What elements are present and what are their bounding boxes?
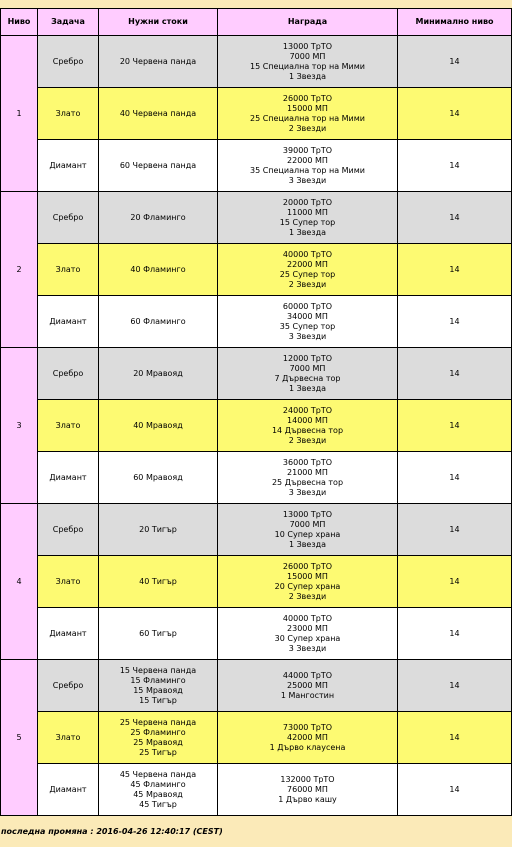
goods-line: 45 Мравояд <box>133 789 183 799</box>
goods-cell <box>99 504 218 556</box>
goods-cell <box>99 244 218 296</box>
goods-line: 15 Червена панда <box>119 665 197 675</box>
reward-line: 1 Дърво кашу <box>278 794 337 804</box>
reward-line: 1 Звезда <box>288 383 327 393</box>
reward-line: 39000 ТрТО <box>282 145 333 155</box>
task-cell: Злато <box>38 244 99 296</box>
reward-cell <box>218 452 398 504</box>
goods-cell <box>99 400 218 452</box>
quest-table <box>0 8 512 816</box>
goods-line: 15 Фламинго <box>130 675 186 685</box>
goods-line: 60 Червена панда <box>119 160 197 170</box>
reward-line: 14 Дървесна тор <box>271 425 344 435</box>
task-cell: Сребро <box>38 348 99 400</box>
reward-line: 35 Специална тор на Мими <box>250 165 365 175</box>
goods-line: 40 Мравояд <box>133 420 183 430</box>
goods-cell <box>99 556 218 608</box>
reward-line: 40000 ТрТО <box>282 613 333 623</box>
reward-line: 44000 ТрТО <box>282 670 333 680</box>
reward-line: 25 Специална тор на Мими <box>250 113 365 123</box>
reward-line: 1 Звезда <box>288 227 327 237</box>
reward-line: 1 Звезда <box>288 71 327 81</box>
min-level-cell: 14 <box>398 192 512 244</box>
table-row <box>1 660 512 712</box>
reward-line: 23000 МП <box>287 623 328 633</box>
reward-line: 7000 МП <box>289 51 326 61</box>
table-body <box>1 36 512 816</box>
min-level-cell: 14 <box>398 244 512 296</box>
last-modified: последна промяна : 2016-04-26 12:40:17 (CEST) <box>1 827 223 836</box>
goods-line: 45 Фламинго <box>130 779 186 789</box>
goods-line: 20 Червена панда <box>119 56 197 66</box>
reward-cell <box>218 36 398 88</box>
reward-cell <box>218 244 398 296</box>
task-cell: Злато <box>38 712 99 764</box>
task-cell: Диамант <box>38 296 99 348</box>
reward-line: 3 Звезди <box>288 487 327 497</box>
reward-line: 3 Звезди <box>288 643 327 653</box>
reward-line: 30 Супер храна <box>274 633 341 643</box>
goods-line: 45 Червена панда <box>119 769 197 779</box>
reward-line: 25 Дървесна тор <box>271 477 344 487</box>
min-level-cell: 14 <box>398 140 512 192</box>
reward-line: 13000 ТрТО <box>282 509 333 519</box>
goods-cell <box>99 296 218 348</box>
min-level-cell: 14 <box>398 348 512 400</box>
goods-line: 25 Мравояд <box>133 737 183 747</box>
goods-line: 40 Фламинго <box>130 264 186 274</box>
min-level-cell: 14 <box>398 712 512 764</box>
reward-cell <box>218 348 398 400</box>
goods-line: 60 Фламинго <box>130 316 186 326</box>
table-row <box>1 712 512 764</box>
level-cell: 5 <box>1 660 38 816</box>
goods-line: 20 Мравояд <box>133 368 183 378</box>
reward-line: 10 Супер храна <box>274 529 341 539</box>
reward-line: 76000 МП <box>287 784 328 794</box>
goods-line: 25 Червена панда <box>119 717 197 727</box>
level-cell: 3 <box>1 348 38 504</box>
min-level-cell: 14 <box>398 36 512 88</box>
reward-line: 1 Дърво клаусена <box>269 742 346 752</box>
reward-line: 3 Звезди <box>288 331 327 341</box>
reward-cell <box>218 192 398 244</box>
goods-cell <box>99 36 218 88</box>
reward-line: 35 Супер тор <box>279 321 336 331</box>
reward-line: 14000 МП <box>287 415 328 425</box>
reward-cell <box>218 504 398 556</box>
goods-line: 15 Тигър <box>139 695 177 705</box>
goods-line: 20 Фламинго <box>130 212 186 222</box>
goods-line: 40 Червена панда <box>119 108 197 118</box>
goods-cell <box>99 452 218 504</box>
min-level-cell: 14 <box>398 296 512 348</box>
reward-cell <box>218 296 398 348</box>
reward-line: 2 Звезди <box>288 123 327 133</box>
header-level: Ниво <box>1 9 38 36</box>
table-row <box>1 400 512 452</box>
reward-line: 20000 ТрТО <box>282 197 333 207</box>
header-reward: Награда <box>218 9 398 36</box>
task-cell: Диамант <box>38 452 99 504</box>
task-cell: Сребро <box>38 192 99 244</box>
goods-cell <box>99 764 218 816</box>
task-cell: Злато <box>38 400 99 452</box>
reward-line: 34000 МП <box>287 311 328 321</box>
goods-cell <box>99 608 218 660</box>
table-row <box>1 348 512 400</box>
header-goods: Нужни стоки <box>99 9 218 36</box>
reward-line: 40000 ТрТО <box>282 249 333 259</box>
table-row <box>1 36 512 88</box>
reward-line: 25000 МП <box>287 680 328 690</box>
goods-line: 40 Тигър <box>139 576 177 586</box>
task-cell: Сребро <box>38 36 99 88</box>
reward-line: 60000 ТрТО <box>282 301 333 311</box>
task-cell: Диамант <box>38 608 99 660</box>
goods-line: 45 Тигър <box>139 799 177 809</box>
min-level-cell: 14 <box>398 504 512 556</box>
table-row <box>1 88 512 140</box>
min-level-cell: 14 <box>398 764 512 816</box>
goods-line: 25 Тигър <box>139 747 177 757</box>
reward-line: 7 Дървесна тор <box>274 373 341 383</box>
table-row <box>1 608 512 660</box>
task-cell: Сребро <box>38 660 99 712</box>
reward-line: 15 Супер тор <box>279 217 336 227</box>
reward-line: 1 Мангостин <box>280 690 335 700</box>
goods-cell <box>99 712 218 764</box>
reward-line: 132000 ТрТО <box>280 774 335 784</box>
min-level-cell: 14 <box>398 400 512 452</box>
reward-line: 13000 ТрТО <box>282 41 333 51</box>
reward-line: 73000 ТрТО <box>282 722 333 732</box>
reward-line: 42000 МП <box>287 732 328 742</box>
table-row <box>1 296 512 348</box>
task-cell: Злато <box>38 88 99 140</box>
table-row <box>1 556 512 608</box>
reward-cell <box>218 400 398 452</box>
goods-cell <box>99 348 218 400</box>
goods-line: 25 Фламинго <box>130 727 186 737</box>
reward-line: 21000 МП <box>287 467 328 477</box>
reward-line: 22000 МП <box>287 155 328 165</box>
header-min-level: Минимално ниво <box>398 9 512 36</box>
goods-cell <box>99 88 218 140</box>
reward-cell <box>218 764 398 816</box>
reward-line: 24000 ТрТО <box>282 405 333 415</box>
table-row <box>1 244 512 296</box>
header-task: Задача <box>38 9 99 36</box>
goods-cell <box>99 140 218 192</box>
min-level-cell: 14 <box>398 608 512 660</box>
goods-cell <box>99 192 218 244</box>
table-row <box>1 192 512 244</box>
reward-cell <box>218 608 398 660</box>
reward-line: 15 Специална тор на Мими <box>250 61 365 71</box>
task-cell: Диамант <box>38 764 99 816</box>
reward-line: 22000 МП <box>287 259 328 269</box>
reward-line: 7000 МП <box>289 519 326 529</box>
goods-line: 60 Тигър <box>139 628 177 638</box>
reward-line: 7000 МП <box>289 363 326 373</box>
reward-cell <box>218 140 398 192</box>
table-row <box>1 140 512 192</box>
reward-line: 3 Звезди <box>288 175 327 185</box>
table-row <box>1 764 512 816</box>
min-level-cell: 14 <box>398 660 512 712</box>
task-cell: Сребро <box>38 504 99 556</box>
level-cell: 2 <box>1 192 38 348</box>
goods-line: 20 Тигър <box>139 524 177 534</box>
min-level-cell: 14 <box>398 88 512 140</box>
table-row <box>1 452 512 504</box>
reward-line: 15000 МП <box>287 103 328 113</box>
header-row <box>1 9 512 36</box>
min-level-cell: 14 <box>398 556 512 608</box>
reward-line: 2 Звезди <box>288 279 327 289</box>
reward-line: 12000 ТрТО <box>282 353 333 363</box>
reward-line: 26000 ТрТО <box>282 561 333 571</box>
reward-line: 1 Звезда <box>288 539 327 549</box>
min-level-cell: 14 <box>398 452 512 504</box>
goods-line: 60 Мравояд <box>133 472 183 482</box>
reward-line: 2 Звезди <box>288 591 327 601</box>
reward-line: 15000 МП <box>287 571 328 581</box>
level-cell: 4 <box>1 504 38 660</box>
reward-line: 26000 ТрТО <box>282 93 333 103</box>
table-row <box>1 504 512 556</box>
reward-line: 25 Супер тор <box>279 269 336 279</box>
goods-cell <box>99 660 218 712</box>
reward-line: 36000 ТрТО <box>282 457 333 467</box>
reward-line: 20 Супер храна <box>274 581 341 591</box>
task-cell: Диамант <box>38 140 99 192</box>
reward-cell <box>218 660 398 712</box>
reward-cell <box>218 88 398 140</box>
reward-cell <box>218 712 398 764</box>
reward-line: 11000 МП <box>287 207 328 217</box>
level-cell: 1 <box>1 36 38 192</box>
reward-cell <box>218 556 398 608</box>
reward-line: 2 Звезди <box>288 435 327 445</box>
task-cell: Злато <box>38 556 99 608</box>
goods-line: 15 Мравояд <box>133 685 183 695</box>
